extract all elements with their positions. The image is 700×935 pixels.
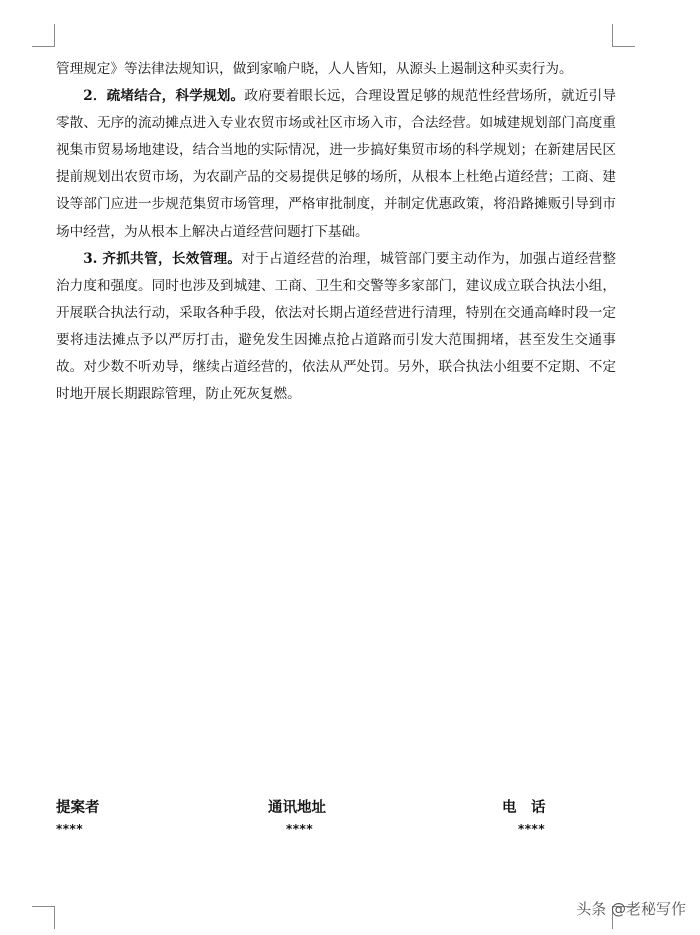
- watermark: 头条 @老秘写作: [576, 900, 686, 918]
- document-body: [56, 56, 616, 408]
- proposer-label: 提案者: [56, 800, 100, 816]
- phone-label: 电 话: [502, 800, 546, 816]
- paragraph-1: [56, 56, 616, 83]
- phone-value: ****: [518, 822, 546, 836]
- paragraph-3-heading: 3. 齐抓共管，长效管理。: [83, 250, 242, 267]
- footer-values-row: [0, 822, 700, 842]
- crop-mark-top-left: [32, 24, 55, 47]
- paragraph-1-text: 管理规定》等法律法规知识，做到家喻户晓，人人皆知，从源头上遏制这种买卖行为。: [56, 61, 573, 77]
- address-value: ****: [286, 822, 314, 836]
- paragraph-2: [56, 83, 616, 246]
- paragraph-2-heading: 2．疏堵结合，科学规划。: [83, 88, 245, 105]
- address-label: 通讯地址: [268, 800, 326, 816]
- crop-mark-bottom-left: [32, 906, 55, 929]
- paragraph-3-text: 对于占道经营的治理，城管部门要主动作为，加强占道经营整治力度和强度。同时也涉及到城建、工商、卫生和交警等多家部门，建议成立联合执法小组，开展联合执法行动，采取各种手段，依法对长期占道经营进行清理，特别在交通高峰时段一定要将违法摊点予以严厉打击，避免发生因摊点抢占道路而引发大范围拥堵，甚至发生交通事故。对少数不听劝导，继续占道经营的，依法从严处罚。另外，联合执法小组要不定期、不定时地开展长期跟踪管理，防止死灰复燃。: [56, 250, 616, 403]
- paragraph-3: [56, 246, 616, 409]
- crop-mark-top-right: [612, 24, 635, 47]
- footer-labels-row: [0, 796, 700, 820]
- paragraph-2-text: 政府要着眼长远，合理设置足够的规范性经营场所，就近引导零散、无序的流动摊点进入专业农贸市场或社区市场入市，合法经营。如城建规划部门高度重视集市贸易场地建设，结合当地的实际情况，进一步搞好集贸市场的科学规划；在新建居民区提前规划出农贸市场，为农副产品的交易提供足够的场所，从根本上杜绝占道经营；工商、建设等部门应进一步规范集贸市场管理，严格审批制度，并制定优惠政策，将沿路摊贩引导到市场中经营，为从根本上解决占道经营问题打下基础。: [56, 88, 616, 240]
- proposer-value: ****: [56, 822, 84, 836]
